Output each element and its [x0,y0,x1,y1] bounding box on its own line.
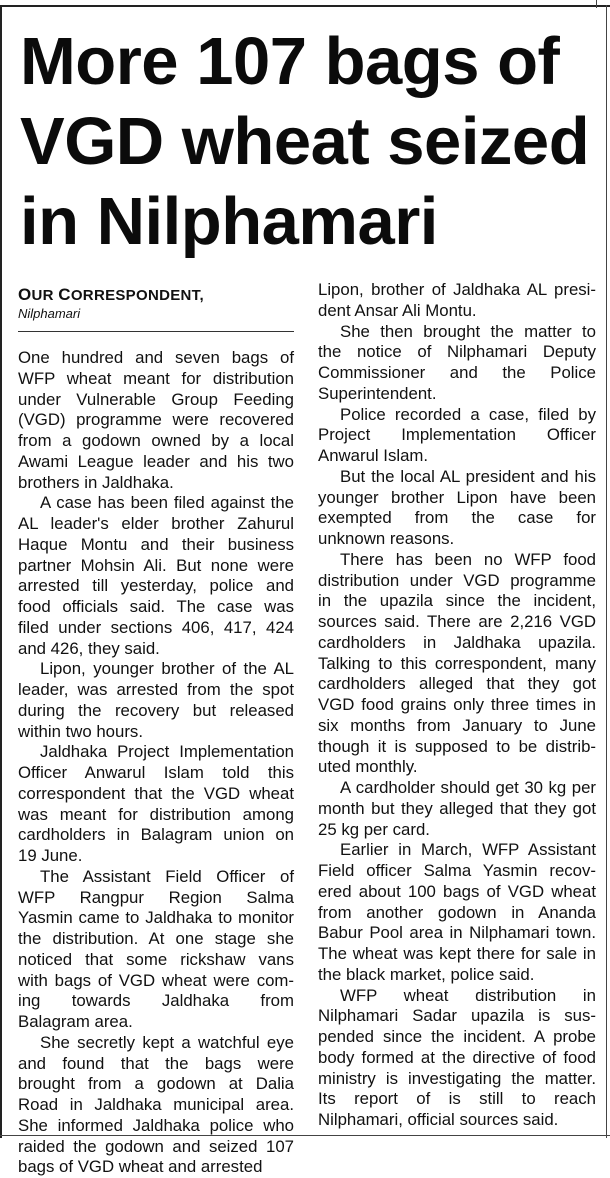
text-line: cardholders in Jaldhaka upazila. [318,632,596,652]
text-line: month but they alleged that they got [318,798,596,818]
article-paragraph [318,550,596,778]
text-line: within two hours. [18,721,143,741]
article-paragraph [318,405,596,467]
text-line: body formed at the directive of food [318,1047,596,1067]
article-paragraph [18,742,294,867]
text-line: AL leader's elder brother Zahurul [18,514,294,533]
text-line: One hundred and seven bags of [18,348,294,367]
text-line: Balagram area. [18,1012,133,1031]
text-line: Lipon, brother of Jaldhaka AL presi- [318,280,596,299]
text-line: under Vulnerable Group Feeding [18,389,294,409]
text-line: WFP wheat distribution in [340,985,596,1005]
text-line: correspondent that the VGD wheat [18,783,294,803]
text-line: from another godown in Ananda [318,902,596,922]
text-line: noticed that some rickshaw vans [18,949,294,969]
text-line: Officer Anwarul Islam told this [18,763,294,782]
text-line: WFP Rangpur Region Salma [18,887,294,907]
text-line: Superintendent. [318,383,437,403]
text-line: bags of VGD wheat and arrested [18,1157,263,1177]
text-line: Jaldhaka Project Implementation [40,742,294,762]
text-line: six months from January to June [318,715,596,735]
article-paragraph [18,348,294,493]
text-line: Yasmin came to Jaldhaka to monitor [18,908,294,928]
text-line: Talking to this correspondent, many [318,653,596,673]
text-line: younger brother Lipon have been [318,487,596,507]
text-line: But the local AL president and his [340,466,596,486]
text-line: distribution under VGD programme [318,570,596,590]
text-line: the distribution. At one stage she [18,929,294,948]
byline-rest: UR [31,287,59,304]
article-paragraph [318,986,596,1131]
byline-place: Nilphamari [18,306,81,321]
text-line: 19 June. [18,846,83,865]
article-paragraph [318,840,596,985]
text-line: though it is supposed to be distrib- [318,736,596,756]
text-line: from a godown owned by a local [18,431,294,450]
text-line: The Assistant Field Officer of [40,866,294,886]
text-line: Field officer Salma Yasmin recov- [318,861,596,880]
text-line: Commissioner and the Police [318,363,596,382]
text-line: A case has been filed against the [40,493,294,513]
article-paragraph [318,322,596,405]
article-paragraph [318,778,596,840]
article-paragraph [18,493,294,659]
text-line: Its report of is still to reach [318,1089,596,1109]
text-line: ered about 100 bags of VGD wheat [318,881,596,901]
text-line: partner Mohsin Ali. But none were [18,555,294,575]
left-column-body [18,348,294,1178]
text-line: filed under sections 406, 417, 424 [18,617,294,637]
text-line: Nilphamari Sadar upazila is sus- [318,1006,596,1026]
text-line: exempted from the case for [318,508,596,528]
text-line: leader, was arrested from the spot [18,680,294,699]
text-line: with bags of VGD wheat were com- [18,970,294,990]
byline-author [18,285,294,306]
text-line: pended since the incident. A probe [318,1027,596,1046]
headline-line: VGD wheat seized [20,104,590,179]
text-line: arrested till yesterday, police and [18,576,294,596]
text-line: Police recorded a case, filed by [340,404,596,424]
text-line: She informed Jaldhaka police who [18,1115,294,1135]
text-line: unknown reasons. [318,529,455,548]
text-line: dent Ansar Ali Montu. [318,300,477,320]
article-paragraph [18,867,294,1033]
text-line: WFP wheat meant for distribution [18,368,294,388]
text-line: Road in Jaldhaka municipal area. [18,1095,294,1114]
article-paragraph [18,659,294,742]
text-line: (VGD) programme were recovered [18,410,294,430]
text-line: She secretly kept a watchful eye [40,1032,294,1052]
text-line: Nilphamari, official sources said. [318,1110,559,1129]
text-line: ing towards Jaldhaka from [18,991,294,1011]
article-paragraph [318,467,596,550]
text-line: A cardholder should get 30 kg per [340,778,596,797]
article-paragraph [318,280,596,322]
right-rule [606,5,607,1138]
text-line: Earlier in March, WFP Assistant [340,840,596,860]
text-line: cardholders in Balagram union on [18,825,294,845]
article-headline [20,22,600,262]
text-line: raided the godown and seized 107 [18,1136,294,1156]
text-line: VGD food grains only three times in [318,695,596,714]
text-line: Anwarul Islam. [318,446,429,465]
text-line: The wheat was kept there for sale in [318,944,596,963]
right-rule-tick [596,0,597,8]
text-line: Babur Pool area in Nilphamari town. [318,923,596,943]
text-line: Project Implementation Officer [318,425,596,445]
text-line: and found that the bags were [18,1053,294,1073]
text-line: brothers in Jaldhaka. [18,472,174,492]
text-line: brought from a godown at Dalia [18,1074,294,1094]
text-line: the black market, police said. [318,964,535,984]
headline-line: More 107 bags of [20,24,560,99]
byline-initial: O [18,285,32,304]
byline-divider [18,331,294,332]
headline-line: in Nilphamari [20,184,438,259]
text-line: cardholders alleged that they got [318,674,596,694]
text-line: Lipon, younger brother of the AL [40,659,294,679]
text-line: was meant for distribution among [18,804,294,824]
text-line: sources said. There are 2,216 VGD [318,612,596,631]
text-line: food officials said. The case was [18,597,294,616]
text-line: uted monthly. [318,757,418,777]
text-line: She then brought the matter to [340,321,596,341]
right-column [318,280,596,1131]
text-line: in the upazila since the incident, [318,591,596,611]
text-line: during the recovery but released [18,700,294,720]
article-paragraph [18,1033,294,1178]
right-column-body [318,322,596,1131]
byline-initial: C [58,285,71,304]
byline-rest: ORRESPONDENT, [70,287,204,304]
text-line: the notice of Nilphamari Deputy [318,342,596,362]
left-column [18,285,294,1178]
left-rule [0,5,2,1138]
text-line: and 426, they said. [18,638,160,658]
text-line: ministry is investigating the matter. [318,1068,596,1088]
text-line: Awami League leader and his two [18,451,294,471]
text-line: Haque Montu and their business [18,534,294,554]
right-column-continuation [318,280,596,322]
text-line: 25 kg per card. [318,819,430,839]
top-rule [0,5,610,7]
text-line: There has been no WFP food [340,549,596,569]
